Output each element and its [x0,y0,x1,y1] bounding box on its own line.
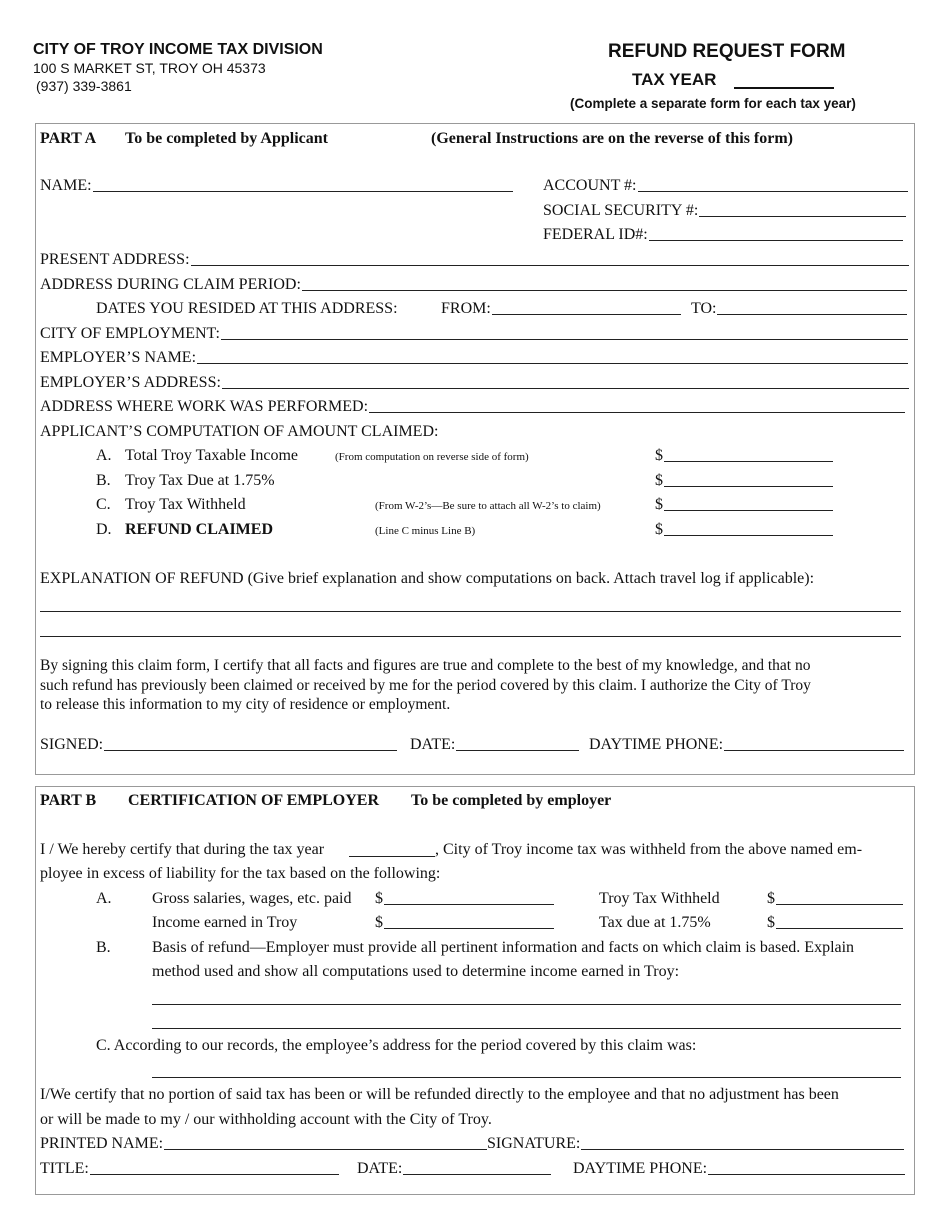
work-address-label: ADDRESS WHERE WORK WAS PERFORMED: [40,398,369,415]
item-b-letter: B. [96,472,111,489]
explanation-line-1[interactable] [40,611,901,612]
federal-id-field[interactable] [543,227,903,243]
income-troy-field[interactable] [375,915,554,931]
part-a-phone-field[interactable] [589,737,904,753]
part-b-title: CERTIFICATION OF EMPLOYER [128,792,380,809]
part-a-date-field[interactable] [410,737,579,753]
printed-name-label: PRINTED NAME: [40,1135,164,1152]
name-label: NAME: [40,177,92,194]
certify-text-line-1: By signing this claim form, I certify that all facts and figures are true and complete to the best of my knowledge, and that no [40,657,811,674]
from-label: FROM: [441,300,491,317]
tax-year-note: (Complete a separate form for each tax year) [570,96,856,111]
employee-address-field[interactable] [152,1077,901,1078]
city-employment-field[interactable] [40,326,908,342]
part-b-phone-field[interactable] [573,1161,905,1177]
employer-name-field[interactable] [40,350,908,366]
division-name: CITY OF TROY INCOME TAX DIVISION [33,41,323,58]
claim-address-field[interactable] [40,277,907,293]
account-label: ACCOUNT #: [543,177,637,194]
dates-label: DATES YOU RESIDED AT THIS ADDRESS: [96,300,398,317]
printed-name-field[interactable] [40,1136,487,1152]
explanation-line-2[interactable] [40,636,901,637]
item-d-note: (Line C minus Line B) [375,525,476,537]
troy-tax-withheld-field[interactable] [767,891,903,907]
item-b-currency: $ [655,472,663,489]
part-a-phone-label: DAYTIME PHONE: [589,736,724,753]
item-d-letter: D. [96,521,112,538]
from-date-field[interactable] [441,301,681,317]
title-field[interactable] [40,1161,339,1177]
final-certify-line-2: or will be made to my / our withholding account with the City of Troy. [40,1111,492,1128]
tax-year-field[interactable] [734,87,834,89]
basis-line-field-1[interactable] [152,1004,901,1005]
tax-due-field[interactable] [767,915,903,931]
federal-id-label: FEDERAL ID#: [543,226,648,243]
to-label: TO: [691,300,717,317]
tax-due-currency: $ [767,914,775,931]
division-address: 100 S MARKET ST, TROY OH 45373 [33,60,266,76]
part-b-certify-line-2: ployee in excess of liability for the tax based on the following: [40,865,441,882]
part-b-label: PART B [40,792,97,809]
form-title: REFUND REQUEST FORM [608,41,846,62]
certify-text-line-3: to release this information to my city of residence or employment. [40,696,451,713]
part-b-tax-year-field[interactable] [349,856,435,857]
item-a-currency: $ [655,447,663,464]
work-address-field[interactable] [40,399,905,415]
item-a-label: Total Troy Taxable Income [125,447,298,464]
income-currency: $ [375,914,383,931]
item-b-amount-field[interactable] [655,473,833,489]
item-d-currency: $ [655,521,663,538]
income-troy-label: Income earned in Troy [152,914,298,931]
certify-text-line-2: such refund has previously been claimed or received by me for the period covered by this claim. I authorize the City of Troy [40,677,811,694]
item-a-letter: A. [96,447,112,464]
item-d-label: REFUND CLAIMED [125,521,273,538]
basis-line-field-2[interactable] [152,1028,901,1029]
withheld-currency: $ [767,890,775,907]
signed-label: SIGNED: [40,736,104,753]
tax-due-label: Tax due at 1.75% [599,914,711,931]
part-b-a-letter: A. [96,890,112,907]
gross-currency: $ [375,890,383,907]
item-a-amount-field[interactable] [655,448,833,464]
basis-line-1: Basis of refund—Employer must provide all pertinent information and facts on which claim is based. Explain [152,939,855,956]
employer-address-label: EMPLOYER’S ADDRESS: [40,374,221,391]
gross-salaries-field[interactable] [375,891,554,907]
claim-address-label: ADDRESS DURING CLAIM PERIOD: [40,276,301,293]
item-c-label: Troy Tax Withheld [125,496,246,513]
part-b-c-text: C. According to our records, the employee’s address for the period covered by this claim was: [96,1037,697,1054]
part-a-subtitle: To be completed by Applicant [125,130,328,147]
account-field[interactable] [543,178,908,194]
part-b-b-letter: B. [96,939,111,956]
troy-tax-withheld-label: Troy Tax Withheld [599,890,720,907]
signature-label: SIGNATURE: [487,1135,581,1152]
final-certify-line-1: I/We certify that no portion of said tax has been or will be refunded directly to the employee and that no adjustment has been [40,1086,839,1103]
signature-field[interactable] [487,1136,904,1152]
item-c-note: (From W-2’s—Be sure to attach all W-2’s to claim) [375,500,601,512]
part-b-phone-label: DAYTIME PHONE: [573,1160,708,1177]
employer-address-field[interactable] [40,375,909,391]
signed-field[interactable] [40,737,397,753]
tax-year-label: TAX YEAR [632,70,717,89]
name-field[interactable] [40,178,513,194]
basis-line-2: method used and show all computations used to determine income earned in Troy: [152,963,680,980]
item-c-letter: C. [96,496,111,513]
employer-name-label: EMPLOYER’S NAME: [40,349,197,366]
part-b-date-field[interactable] [357,1161,551,1177]
title-label: TITLE: [40,1160,89,1177]
part-a-instructions: (General Instructions are on the reverse of this form) [431,130,793,147]
part-a-label: PART A [40,130,97,147]
item-d-amount-field[interactable] [655,522,833,538]
ssn-label: SOCIAL SECURITY #: [543,202,699,219]
part-b-subtitle: To be completed by employer [411,792,612,809]
present-address-label: PRESENT ADDRESS: [40,251,190,268]
part-a-date-label: DATE: [410,736,456,753]
to-date-field[interactable] [691,301,907,317]
part-b-date-label: DATE: [357,1160,403,1177]
item-c-amount-field[interactable] [655,497,833,513]
part-b-certify-line-1-start: I / We hereby certify that during the tax year [40,841,325,858]
item-a-note: (From computation on reverse side of form) [335,451,529,463]
explanation-label: EXPLANATION OF REFUND (Give brief explanation and show computations on back. Attach travel log if applicable): [40,570,815,587]
item-c-currency: $ [655,496,663,513]
present-address-field[interactable] [40,252,909,268]
ssn-field[interactable] [543,203,906,219]
gross-salaries-label: Gross salaries, wages, etc. paid [152,890,352,907]
item-b-label: Troy Tax Due at 1.75% [125,472,275,489]
city-employment-label: CITY OF EMPLOYMENT: [40,325,220,342]
part-b-certify-line-1-end: , City of Troy income tax was withheld from the above named em- [435,841,863,858]
computation-heading: APPLICANT’S COMPUTATION OF AMOUNT CLAIMED: [40,423,439,440]
division-phone: (937) 339-3861 [36,78,132,94]
